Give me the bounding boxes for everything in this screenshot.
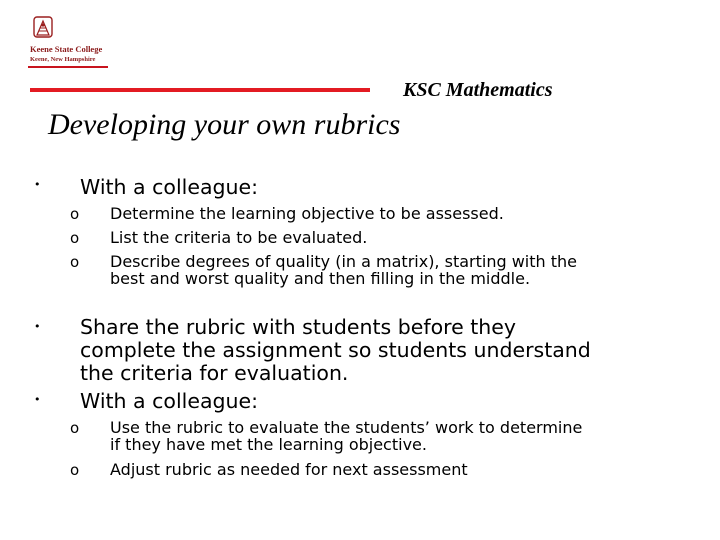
bullet-item: Share the rubric with students before they complete the assignment so students understand the criteria for evaluation. — [80, 315, 591, 385]
logo-college-name: Keene State College — [30, 44, 103, 54]
bullet-item: With a colleague: — [80, 389, 259, 413]
sub-bullet-item: Adjust rubric as needed for next assessment — [110, 460, 468, 479]
college-seal-icon — [32, 16, 54, 40]
bullet-marker: • — [34, 393, 41, 406]
sub-bullet-item: Determine the learning objective to be assessed. — [110, 204, 504, 223]
bullet-marker: • — [34, 320, 41, 333]
slide-title: Developing your own rubrics — [48, 108, 401, 141]
brand-label: KSC Mathematics — [403, 79, 553, 101]
logo-divider — [28, 66, 108, 68]
header-red-bar — [30, 88, 370, 92]
sub-bullet-item: Describe degrees of quality (in a matrix), starting with the best and worst quality and then filling in the middle. — [110, 252, 577, 288]
bullet-item: With a colleague: — [80, 175, 259, 199]
sub-bullet-marker: o — [70, 419, 80, 437]
bullet-marker: • — [34, 178, 41, 191]
college-logo — [28, 14, 118, 68]
sub-bullet-item: Use the rubric to evaluate the students’ work to determine if they have met the learning objective. — [110, 418, 583, 454]
sub-bullet-marker: o — [70, 461, 80, 479]
sub-bullet-marker: o — [70, 253, 80, 271]
sub-bullet-item: List the criteria to be evaluated. — [110, 228, 368, 247]
logo-college-place: Keene, New Hampshire — [30, 56, 96, 63]
sub-bullet-marker: o — [70, 229, 80, 247]
sub-bullet-marker: o — [70, 205, 80, 223]
